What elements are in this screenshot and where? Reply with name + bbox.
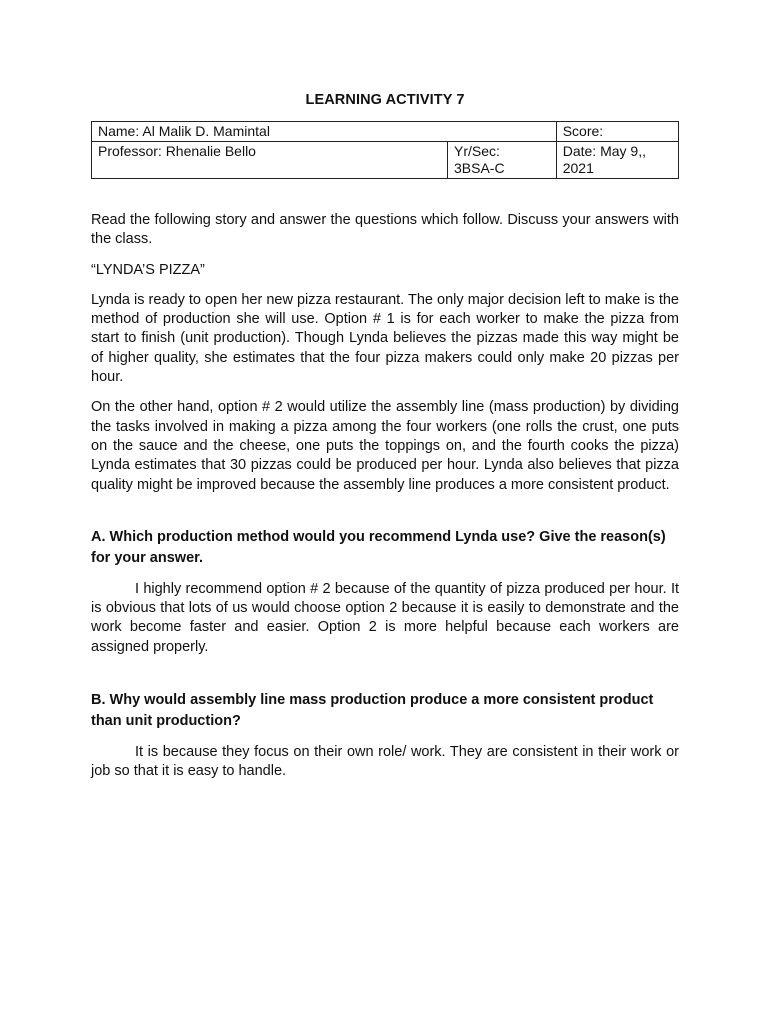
question-b: B. Why would assembly line mass production produce a more consistent product than unit production? [91,692,654,730]
question-a: A. Which production method would you recommend Lynda use? Give the reason(s) for your answer. [91,528,666,566]
answer-b: It is because they focus on their own role/ work. They are consistent in their work or job so that it is easy to handle. [91,744,679,780]
name-cell: Name: Al Malik D. Mamintal [92,122,557,142]
student-info-table [91,121,679,179]
page-title: LEARNING ACTIVITY 7 [305,92,465,108]
table-row [92,142,679,179]
date-cell [556,142,678,179]
instructions-text: Read the following story and answer the questions which follow. Discuss your answers with the class. [91,212,679,248]
yr-sec-label: Yr/Sec: [454,143,500,159]
story-title: “LYNDA’S PIZZA” [91,261,205,278]
date-label: Date: May 9,, [562,143,646,159]
story-paragraph-2: On the other hand, option # 2 would utilize the assembly line (mass production) by dividing the tasks involved in making a pizza among the four workers (one rolls the crust, one puts on the sauce and the cheese, one puts the toppings on, and the fourth cooks the pizza) Lynda estimates that 30 pizzas could be produced per hour. Lynda also believes that pizza quality might be improved because the assembly line produces a more consistent product. [91,399,679,493]
answer-a: I highly recommend option # 2 because of the quantity of pizza produced per hour. It is obvious that lots of us would choose option 2 because it is easily to demonstrate and the work become faster and easier. Option 2 is more helpful because each workers are assigned properly. [91,580,679,655]
yr-sec-value: 3BSA-C [454,160,505,176]
document-page [91,92,679,782]
professor-cell: Professor: Rhenalie Bello [92,142,448,179]
table-row [92,122,679,142]
yr-sec-cell [448,142,557,179]
story-paragraph-1: Lynda is ready to open her new pizza restaurant. The only major decision left to make is the method of production she will use. Option # 1 is for each worker to make the pizza from start to finish (unit production). Though Lynda believes the pizzas made this way might be of higher quality, she estimates that the four pizza makers could only make 20 pizzas per hour. [91,291,679,386]
score-cell: Score: [556,122,678,142]
date-year: 2021 [562,160,594,176]
